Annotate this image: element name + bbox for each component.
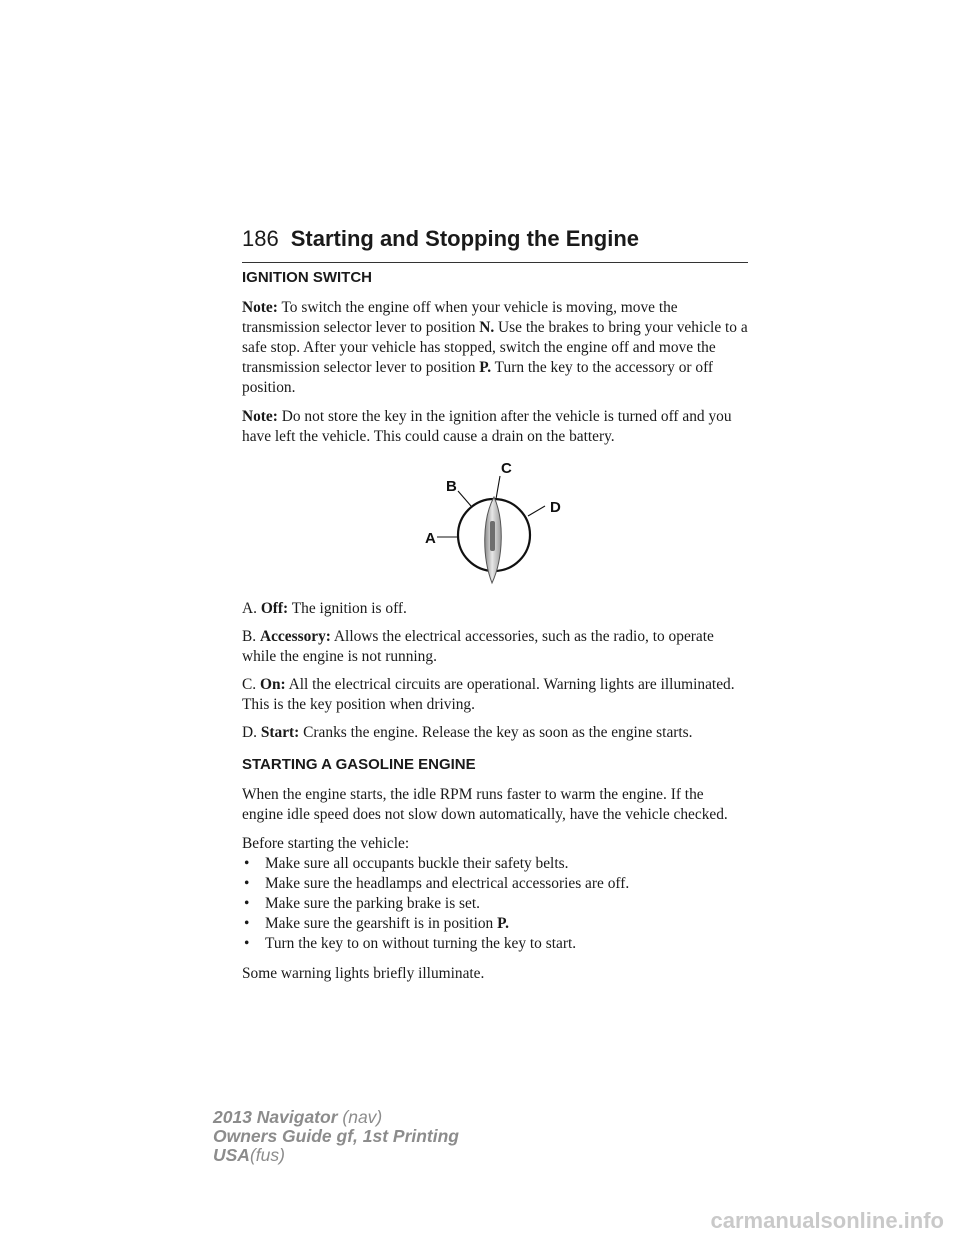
chapter-title: Starting and Stopping the Engine — [290, 226, 640, 251]
figure-label-b: B — [446, 478, 457, 495]
position-name: Start: — [260, 724, 300, 741]
checklist-item — [242, 894, 748, 914]
position-name: Off: — [260, 600, 289, 617]
footer-model-code: (nav) — [342, 1107, 383, 1127]
position-name: On: — [259, 676, 286, 693]
checklist-item-text: Make sure the gearshift is in position — [265, 915, 498, 932]
bullet-icon: • — [244, 935, 250, 952]
figure-label-c: C — [501, 461, 512, 477]
note-label: Note: — [242, 408, 278, 425]
page-content — [242, 268, 748, 993]
page-header — [242, 226, 748, 263]
position-letter: C. — [242, 676, 257, 693]
position-descriptions — [242, 599, 748, 743]
ignition-switch-figure — [242, 461, 748, 593]
position-name: Accessory: — [259, 628, 331, 645]
bullet-icon: • — [244, 875, 250, 892]
figure-label-d: D — [550, 499, 561, 516]
checklist-item-text: Make sure the parking brake is set. — [265, 895, 480, 912]
footer-market: USA — [213, 1145, 250, 1165]
note-text: Do not store the key in the ignition after the vehicle is turned off and you have left the vehicle. This could cause a drain on the battery. — [242, 408, 732, 445]
section-heading-gasoline: STARTING A GASOLINE ENGINE — [242, 756, 476, 773]
checklist-item-text: Turn the key to on without turning the key to start. — [265, 935, 577, 952]
checklist-intro: Before starting the vehicle: — [242, 835, 410, 852]
position-p-label: P. — [479, 359, 492, 376]
footer-model: 2013 Navigator — [213, 1107, 338, 1127]
position-letter: A. — [242, 600, 257, 617]
note-text: To switch the engine off when your vehicle is moving, move the transmission selector lever to position — [242, 299, 678, 336]
checklist-item — [242, 934, 748, 954]
bullet-icon: • — [244, 915, 250, 932]
checklist-item — [242, 854, 748, 874]
figure-label-a: A — [425, 530, 436, 547]
gasoline-paragraph: When the engine starts, the idle RPM runs faster to warm the engine. If the engine idle speed does not slow down automatically, have the vehicle checked. — [242, 786, 728, 823]
position-text: Cranks the engine. Release the key as soon as the engine starts. — [303, 724, 693, 741]
position-item — [242, 723, 748, 743]
checklist-item-text: Make sure the headlamps and electrical accessories are off. — [265, 875, 630, 892]
callout-line-d — [528, 506, 545, 516]
position-n-label: N. — [479, 319, 495, 336]
position-letter: D. — [242, 724, 257, 741]
position-item — [242, 627, 748, 667]
note-paragraph-2 — [242, 407, 748, 447]
position-text: The ignition is off. — [291, 600, 407, 617]
watermark: carmanualsonline.info — [710, 1208, 944, 1233]
bullet-icon: • — [244, 855, 250, 872]
footer-line-2 — [213, 1127, 459, 1146]
checklist-item-text: Make sure all occupants buckle their safety belts. — [265, 855, 569, 872]
callout-line-c — [496, 476, 500, 499]
page-footer — [213, 1108, 459, 1165]
note-label: Note: — [242, 299, 278, 316]
position-item — [242, 599, 748, 619]
callout-line-b — [458, 491, 471, 506]
checklist-item — [242, 874, 748, 894]
ignition-switch-diagram — [412, 461, 562, 593]
page-number: 186 — [242, 226, 279, 251]
key-slot — [490, 521, 495, 551]
position-text: Allows the electrical accessories, such as the radio, to operate while the engine is not running. — [242, 628, 714, 665]
position-p-label: P. — [497, 915, 509, 932]
position-item — [242, 675, 748, 715]
footer-market-code: (fus) — [249, 1145, 285, 1165]
position-letter: B. — [242, 628, 257, 645]
checklist — [242, 854, 748, 954]
checklist-item — [242, 914, 748, 934]
footer-guide: Owners Guide gf, 1st Printing — [213, 1126, 459, 1146]
section-heading-ignition: IGNITION SWITCH — [242, 269, 372, 286]
closing-paragraph: Some warning lights briefly illuminate. — [242, 965, 485, 982]
footer-line-3 — [213, 1146, 459, 1165]
bullet-icon: • — [244, 895, 250, 912]
note-text: Use the brakes to bring your vehicle to a safe stop. After your vehicle has stopped, switch the engine off and move the transmission selector lever to position — [242, 319, 748, 376]
note-paragraph-1 — [242, 298, 748, 398]
footer-line-1 — [213, 1108, 459, 1127]
position-text: All the electrical circuits are operational. Warning lights are illuminated. This is the key position when driving. — [242, 676, 735, 713]
note-text: Turn the key to the accessory or off position. — [242, 359, 714, 396]
